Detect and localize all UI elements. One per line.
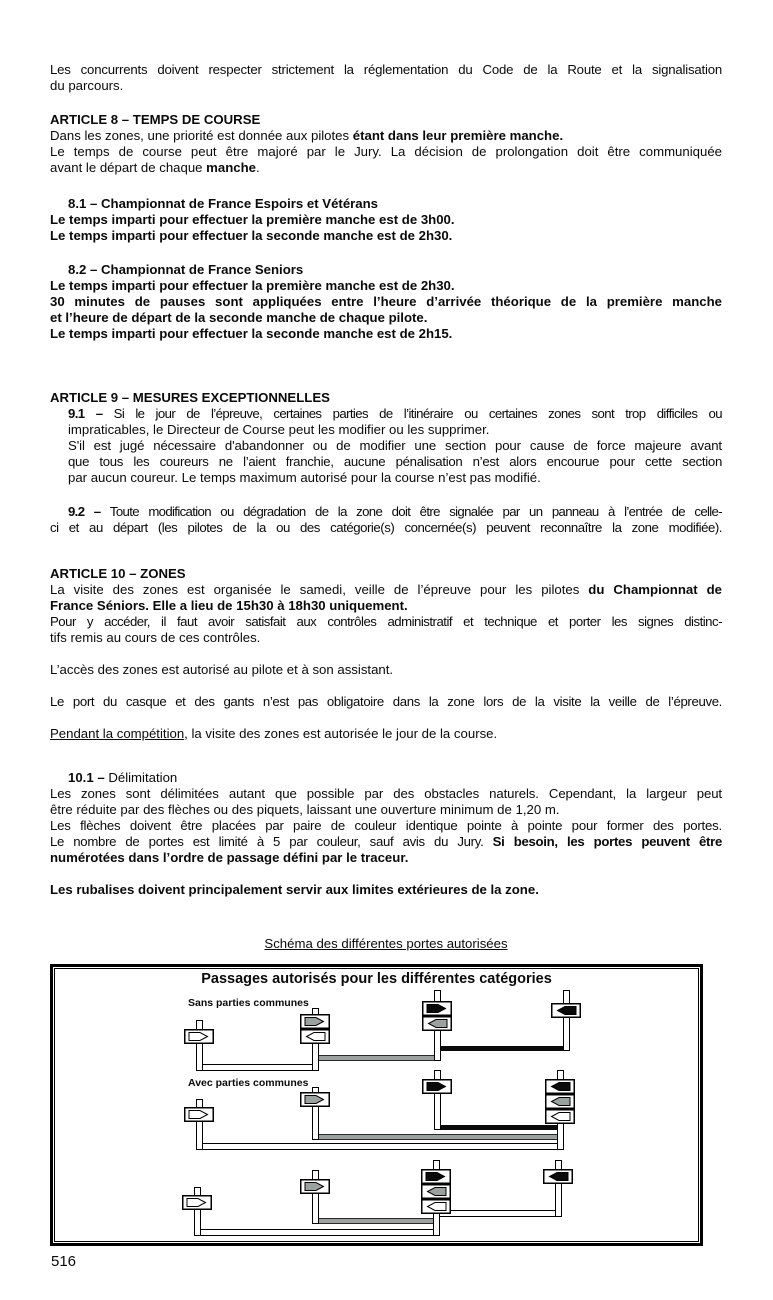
- text-block: [50, 112, 722, 176]
- text-line: [50, 694, 722, 710]
- text-line: [50, 504, 722, 520]
- text-line: [50, 582, 722, 598]
- flag-gray-left-icon: [545, 1094, 575, 1109]
- text-line: [50, 882, 722, 898]
- flag-black-left-icon: [551, 1003, 581, 1018]
- flag-black-right-icon: [422, 1001, 452, 1016]
- gray-route-line: [315, 1055, 437, 1061]
- bold-text: Le temps imparti pour effectuer la première manche est de 3h00.: [50, 212, 455, 227]
- text-line: [50, 294, 722, 310]
- white-route-line: [436, 1210, 558, 1217]
- text-line: [50, 470, 722, 486]
- bold-text: numérotées dans l’ordre de passage défini par le traceur.: [50, 850, 409, 865]
- flag-gray-left-icon: [421, 1184, 451, 1199]
- bold-text: ARTICLE 9 – MESURES EXCEPTIONNELLES: [50, 390, 330, 405]
- bold-text: 10.1 –: [68, 770, 109, 785]
- text-segment: Les concurrents doivent respecter strictement la réglementation du Code de la Route et la signalisation: [50, 62, 722, 77]
- text-segment: avant le départ de chaque: [50, 160, 207, 175]
- flag-black-right-icon: [421, 1169, 451, 1184]
- black-route-line: [437, 1125, 560, 1130]
- text-line: [50, 454, 722, 470]
- bold-text: manche: [206, 160, 257, 175]
- text-line: [50, 62, 722, 78]
- flag-white-left-icon: [545, 1109, 575, 1124]
- text-line: [50, 630, 722, 646]
- text-block: [50, 882, 722, 898]
- flag-gray-left-icon: [422, 1016, 452, 1031]
- text-segment: impraticables, le Directeur de Course peut les modifier ou les supprimer.: [68, 422, 490, 437]
- text-segment: La visite des zones est organisée le samedi, veille de l’épreuve pour les pilotes: [50, 582, 589, 597]
- text-line: [50, 160, 722, 176]
- document-body: [50, 62, 722, 952]
- text-line: [50, 936, 722, 952]
- text-line: [50, 770, 722, 786]
- text-line: [50, 144, 722, 160]
- text-block: [50, 726, 722, 742]
- bold-text: ARTICLE 8 – TEMPS DE COURSE: [50, 112, 261, 127]
- white-route-line: [199, 1064, 315, 1071]
- text-segment: par aucun coureur. Le temps maximum autorisé pour la course n’est pas modifié.: [68, 470, 541, 485]
- flag-white-right-icon: [182, 1195, 212, 1210]
- text-line: [50, 422, 722, 438]
- text-block: [50, 504, 722, 536]
- flag-white-left-icon: [421, 1199, 451, 1214]
- text-block: [50, 694, 722, 710]
- text-line: [50, 390, 722, 406]
- text-line: [50, 726, 722, 742]
- text-block: [50, 196, 722, 244]
- bold-text: du Championnat de: [588, 582, 722, 597]
- text-segment: être réduite par des flèches ou des piquets, laissant une ouverture minimum de 1,20 m.: [50, 802, 560, 817]
- bold-text: et l’heure de départ de la seconde manche de chaque pilote.: [50, 310, 428, 325]
- gate-pole: [563, 990, 570, 1051]
- white-route-line: [197, 1229, 439, 1236]
- flag-white-right-icon: [184, 1107, 214, 1122]
- text-line: [50, 834, 722, 850]
- text-line: [50, 78, 722, 94]
- bold-text: Si besoin, les portes peuvent être: [492, 834, 722, 849]
- text-line: [50, 786, 722, 802]
- bold-text: 9.1 –: [68, 406, 114, 421]
- text-segment: Les zones sont délimitées autant que possible par des obstacles naturels. Cependant, la largeur peut: [50, 786, 722, 801]
- text-block: [50, 662, 722, 678]
- text-segment: S'il est jugé nécessaire d'abandonner ou de modifier une section pour cause de force majeure avant: [68, 438, 722, 453]
- text-segment: Toute modification ou dégradation de la zone doit être signalée par un panneau à l’entrée de celle-: [109, 504, 722, 519]
- text-block: [50, 62, 722, 94]
- bold-text: Les rubalises doivent principalement servir aux limites extérieures de la zone.: [50, 882, 539, 897]
- text-segment: Délimitation: [108, 770, 178, 785]
- text-line: [50, 598, 722, 614]
- text-segment: , la visite des zones est autorisée le jour de la course.: [184, 726, 498, 741]
- text-segment: Pour y accéder, il faut avoir satisfait aux contrôles administratif et technique et porter les signes distinc-: [50, 614, 722, 629]
- bold-text: Le temps imparti pour effectuer la seconde manche est de 2h15.: [50, 326, 453, 341]
- flag-gray-right-icon: [300, 1092, 330, 1107]
- text-segment: tifs remis au cours de ces contrôles.: [50, 630, 261, 645]
- flag-black-left-icon: [543, 1169, 573, 1184]
- flag-gray-right-icon: [300, 1179, 330, 1194]
- flag-gray-right-icon: [300, 1014, 330, 1029]
- text-line: [50, 850, 722, 866]
- text-line: [50, 566, 722, 582]
- flag-white-left-icon: [300, 1029, 330, 1044]
- text-line: [50, 326, 722, 342]
- bold-text: 30 minutes de pauses sont appliquées entre l’heure d’arrivée théorique de la première manche: [50, 294, 722, 309]
- text-segment: Le port du casque et des gants n’est pas obligatoire dans la zone lors de la visite la veille de l’épreuve.: [50, 694, 722, 709]
- bold-text: 8.2 – Championnat de France Seniors: [68, 262, 304, 277]
- text-line: [50, 406, 722, 422]
- bold-text: 9.2 –: [68, 504, 110, 519]
- bold-text: ARTICLE 10 – ZONES: [50, 566, 186, 581]
- text-line: [50, 128, 722, 144]
- text-segment: Les flèches doivent être placées par paire de couleur identique pointe à pointe pour former des portes.: [50, 818, 722, 833]
- bold-text: Le temps imparti pour effectuer la seconde manche est de 2h30.: [50, 228, 453, 243]
- underlined-text: Schéma des différentes portes autorisées: [264, 936, 508, 951]
- bold-text: étant dans leur première manche.: [352, 128, 564, 143]
- diagram-canvas: [53, 967, 700, 1243]
- text-segment: L’accès des zones est autorisé au pilote et à son assistant.: [50, 662, 394, 677]
- text-segment: Le temps de course peut être majoré par le Jury. La décision de prolongation doit être communiquée: [50, 144, 722, 159]
- text-line: [50, 228, 722, 244]
- text-line: [50, 662, 722, 678]
- text-line: [50, 196, 722, 212]
- text-line: [50, 818, 722, 834]
- text-line: [50, 438, 722, 454]
- bold-text: Le temps imparti pour effectuer la première manche est de 2h30.: [50, 278, 455, 293]
- text-line: [50, 212, 722, 228]
- text-line: [50, 310, 722, 326]
- gray-route-line: [315, 1218, 436, 1224]
- black-route-line: [437, 1046, 566, 1051]
- bold-text: 8.1 – Championnat de France Espoirs et Vétérans: [68, 196, 379, 211]
- text-block: [50, 390, 722, 486]
- flag-black-right-icon: [422, 1079, 452, 1094]
- text-line: [50, 614, 722, 630]
- text-segment: du parcours.: [50, 78, 124, 93]
- text-block: [50, 770, 722, 866]
- text-line: [50, 520, 722, 536]
- gray-route-line: [315, 1134, 560, 1140]
- text-segment: Si le jour de l’épreuve, certaines parties de l’itinéraire ou certaines zones sont trop difficiles ou: [113, 406, 722, 421]
- text-segment: .: [256, 160, 260, 175]
- text-segment: Dans les zones, une priorité est donnée aux pilotes: [50, 128, 353, 143]
- text-line: [50, 262, 722, 278]
- text-line: [50, 112, 722, 128]
- text-block: [50, 262, 722, 342]
- text-line: [50, 802, 722, 818]
- text-segment: ci et au départ (les pilotes de la ou des catégorie(s) concernée(s) peuvent reconnaître la zone modifiée).: [50, 520, 722, 535]
- diagram-title: Passages autorisés pour les différentes catégories: [201, 971, 552, 987]
- diagram-section-label: Sans parties communes: [188, 997, 309, 1009]
- underlined-text: Pendant la compétition: [50, 726, 185, 741]
- white-route-line: [199, 1143, 560, 1150]
- text-segment: que tous les coureurs ne l’aient franchie, aucune pénalisation n’est alors encourue pour cette section: [68, 454, 722, 469]
- bold-text: France Séniors. Elle a lieu de 15h30 à 18h30 uniquement.: [50, 598, 408, 613]
- gates-diagram: [50, 964, 703, 1246]
- flag-white-right-icon: [184, 1029, 214, 1044]
- text-block: [50, 566, 722, 646]
- page-number: 516: [51, 1253, 77, 1270]
- text-line: [50, 278, 722, 294]
- flag-black-left-icon: [545, 1079, 575, 1094]
- text-block: [50, 936, 722, 952]
- diagram-section-label: Avec parties communes: [188, 1077, 309, 1089]
- text-segment: Le nombre de portes est limité à 5 par couleur, sauf avis du Jury.: [50, 834, 493, 849]
- gate-pole: [196, 1020, 203, 1071]
